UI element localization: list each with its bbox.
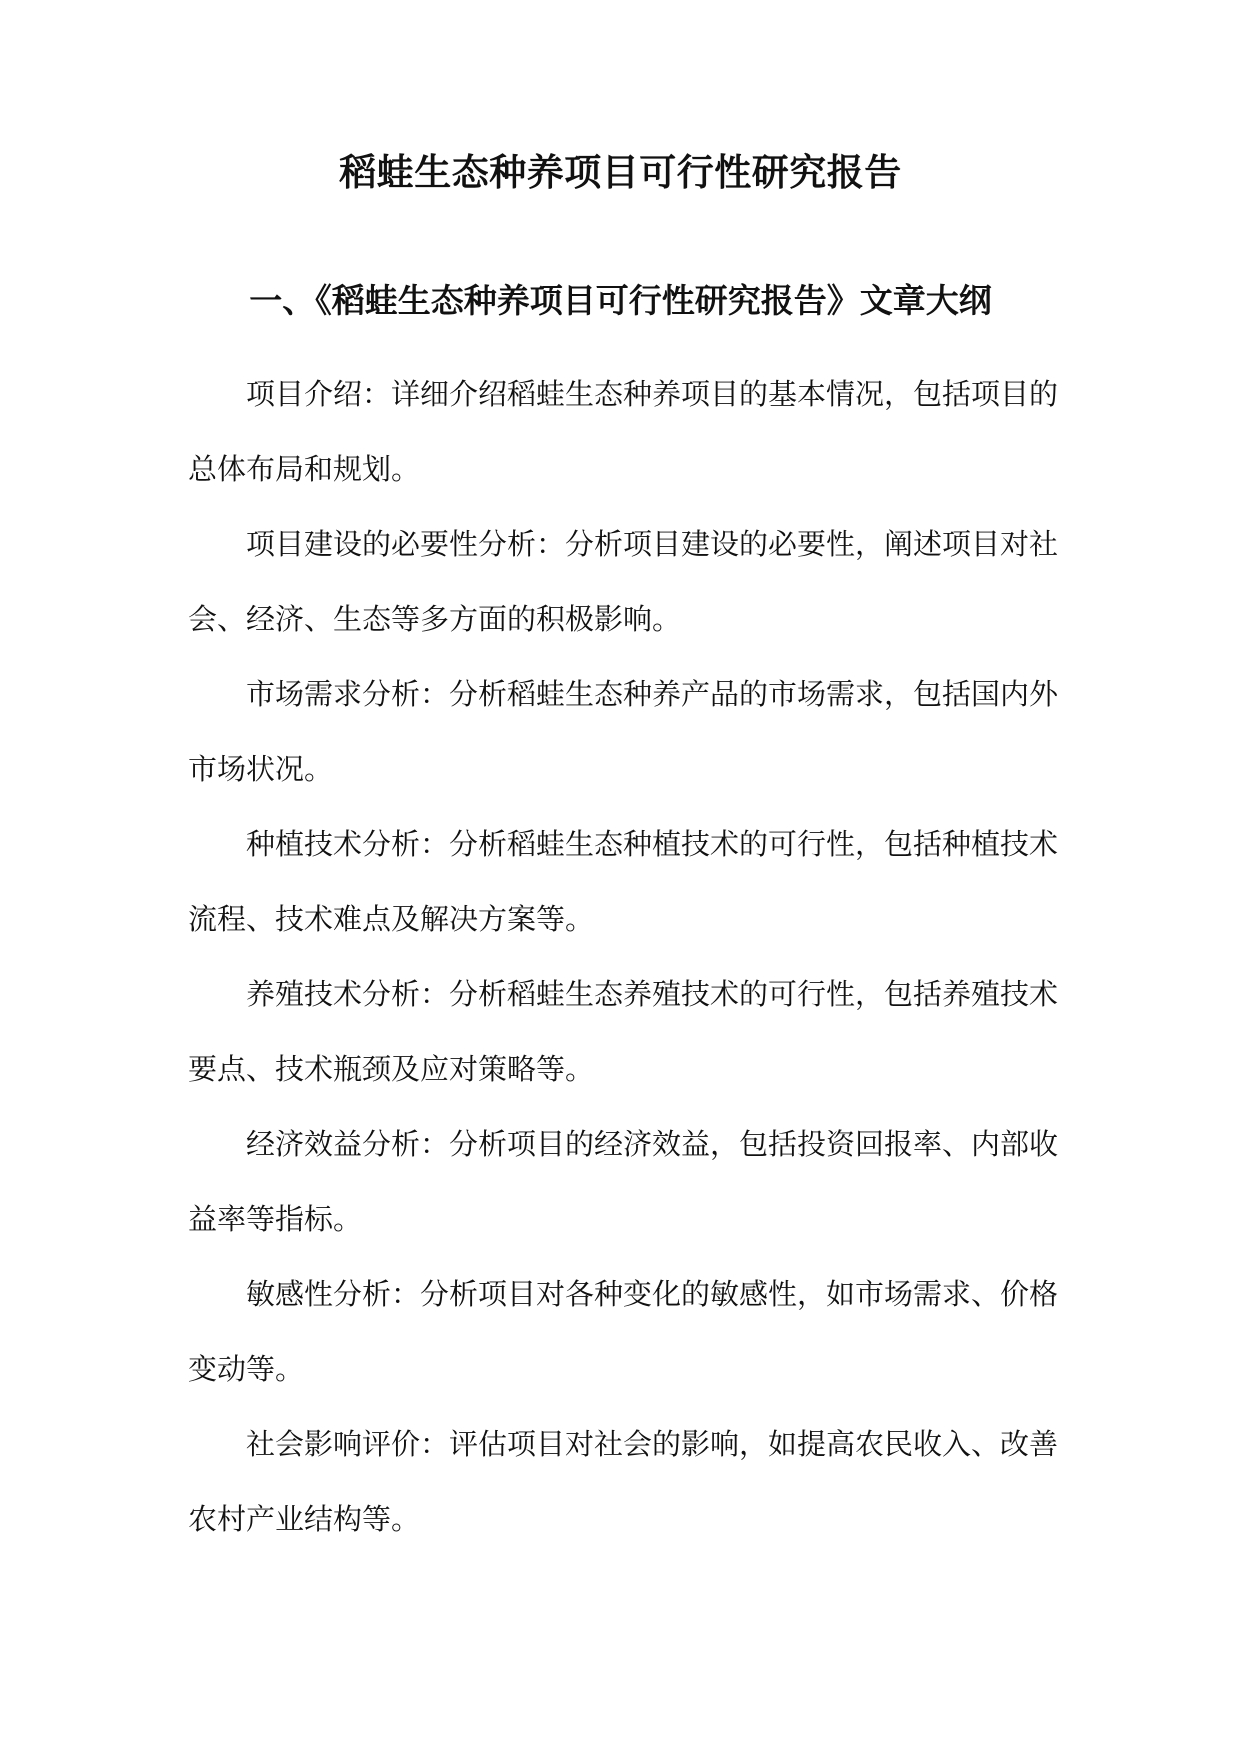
paragraph-breeding-technology: 养殖技术分析：分析稻蛙生态养殖技术的可行性，包括养殖技术要点、技术瓶颈及应对策略等。 <box>188 977 1058 1086</box>
document-body <box>188 357 1058 1557</box>
paragraph-market-demand: 市场需求分析：分析稻蛙生态种养产品的市场需求，包括国内外市场状况。 <box>188 677 1058 786</box>
paragraph-economic-benefit: 经济效益分析：分析项目的经济效益，包括投资回报率、内部收益率等指标。 <box>188 1127 1058 1236</box>
paragraph-necessity-analysis: 项目建设的必要性分析：分析项目建设的必要性，阐述项目对社会、经济、生态等多方面的积极影响。 <box>188 527 1058 636</box>
paragraph-planting-technology: 种植技术分析：分析稻蛙生态种植技术的可行性，包括种植技术流程、技术难点及解决方案等。 <box>188 827 1058 936</box>
paragraph-social-impact: 社会影响评价：评估项目对社会的影响，如提高农民收入、改善农村产业结构等。 <box>188 1427 1058 1536</box>
paragraph-project-intro: 项目介绍：详细介绍稻蛙生态种养项目的基本情况，包括项目的总体布局和规划。 <box>188 377 1058 486</box>
document-title: 稻蛙生态种养项目可行性研究报告 <box>339 151 902 194</box>
paragraph-sensitivity-analysis: 敏感性分析：分析项目对各种变化的敏感性，如市场需求、价格变动等。 <box>188 1277 1058 1386</box>
section-heading: 一、《稻蛙生态种养项目可行性研究报告》文章大纲 <box>249 281 992 320</box>
